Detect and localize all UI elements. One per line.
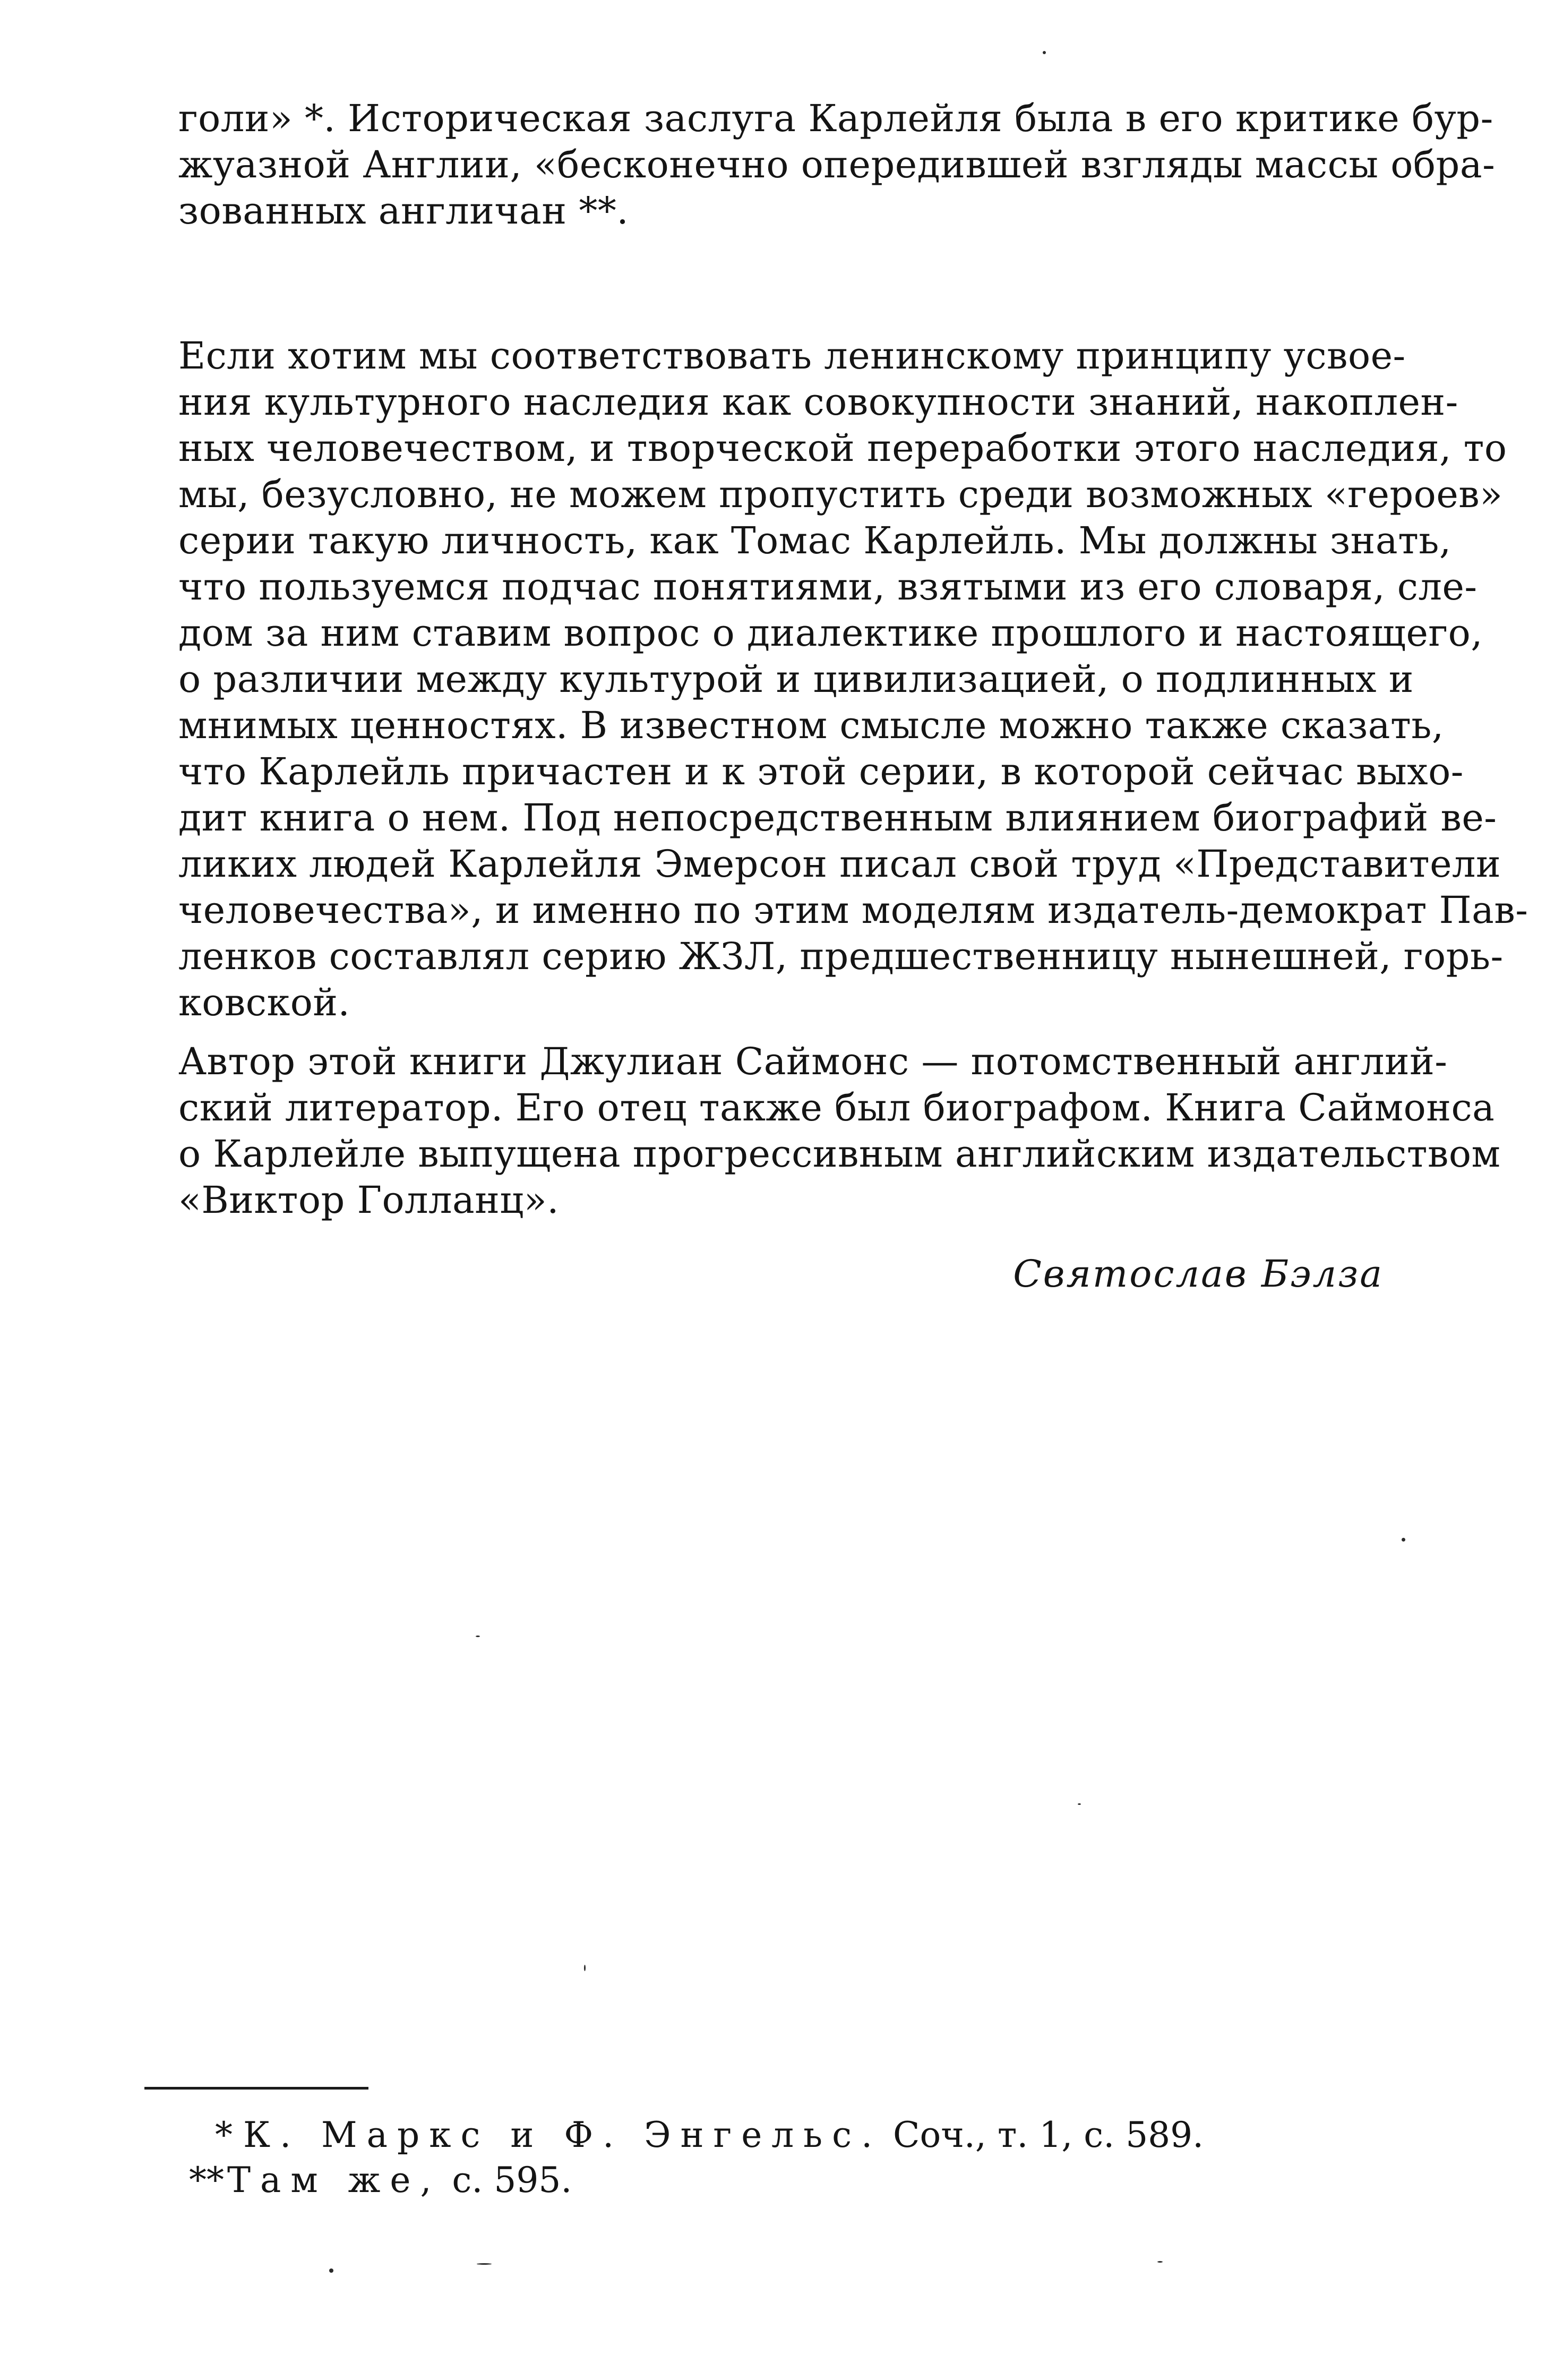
- footnote-author: К. Маркс и Ф. Энгельс.: [243, 2114, 882, 2155]
- scan-speck: [476, 1636, 480, 1637]
- scan-speck: [1043, 51, 1046, 54]
- text-line: мы, безусловно, не можем пропустить среди возможных «героев»: [178, 473, 1503, 516]
- footnote-reference: Соч., т. 1, с. 589.: [882, 2114, 1204, 2155]
- text-line: «Виктор Голланц».: [178, 1178, 560, 1222]
- paragraph-gap: [178, 234, 1385, 333]
- footnote-marker: **: [189, 2160, 224, 2201]
- footnotes: [189, 2112, 1267, 2203]
- footnote-divider: [144, 2087, 368, 2090]
- text-line: дит книга о нем. Под непосредственным влиянием биографий ве-: [178, 796, 1497, 840]
- paragraph-3: [178, 1039, 1501, 1223]
- main-text: [178, 96, 1528, 1223]
- text-line: что Карлейль причастен и к этой серии, в которой сейчас выхо-: [178, 750, 1464, 793]
- text-line: ленков составлял серию ЖЗЛ, предшественницу нынешней, горь-: [178, 935, 1504, 978]
- text-line: ния культурного наследия как совокупности знаний, накоплен-: [178, 380, 1458, 424]
- footnote-marker: *: [215, 2114, 233, 2155]
- text-line: Если хотим мы соответствовать ленинскому принципу усвое-: [178, 334, 1406, 378]
- text-line: ных человечеством, и творческой переработки этого наследия, то: [178, 426, 1507, 470]
- paragraph-gap: [178, 1026, 1385, 1039]
- text-line: человечества», и именно по этим моделям издатель-демократ Пав-: [178, 888, 1528, 932]
- text-line: мнимых ценностях. В известном смысле можно также сказать,: [178, 704, 1444, 747]
- text-line: ковской.: [178, 981, 350, 1024]
- text-line: Автор этой книги Джулиан Саймонс — потомственный англий-: [178, 1040, 1448, 1083]
- text-line: ликих людей Карлейля Эмерсон писал свой труд «Представители: [178, 842, 1501, 886]
- paragraph-2: [178, 333, 1528, 1026]
- scan-speck: [584, 1965, 586, 1971]
- text-line: что пользуемся подчас понятиями, взятыми из его словаря, сле-: [178, 565, 1478, 609]
- text-line: о различии между культурой и цивилизацией, о подлинных и: [178, 657, 1414, 701]
- text-line: серии такую личность, как Томас Карлейль. Мы должны знать,: [178, 519, 1451, 562]
- text-line: голи» *. Историческая заслуга Карлейля была в его критике бур-: [178, 97, 1493, 140]
- text-line: ский литератор. Его отец также был биографом. Книга Саймонса: [178, 1086, 1495, 1129]
- footnote-reference: с. 595.: [441, 2160, 572, 2201]
- scan-speck: [329, 2268, 333, 2273]
- paragraph-1: [178, 96, 1496, 234]
- footnote-author: Там же,: [227, 2160, 441, 2201]
- footnote-2: [189, 2158, 1267, 2203]
- scan-speck: [477, 2263, 492, 2265]
- text-line: дом за ним ставим вопрос о диалектике прошлого и настоящего,: [178, 611, 1483, 655]
- scan-speck: [1402, 1538, 1405, 1542]
- footnote-1: [205, 2112, 1267, 2158]
- author-signature: Святослав Бэлза: [1013, 1252, 1384, 1296]
- scan-speck: [1078, 1803, 1081, 1805]
- scan-speck: [1157, 2261, 1163, 2263]
- text-line: зованных англичан **.: [178, 189, 629, 233]
- text-line: о Карлейле выпущена прогрессивным английским издательством: [178, 1132, 1501, 1176]
- text-line: жуазной Англии, «бесконечно опередившей взгляды массы обра-: [178, 143, 1496, 186]
